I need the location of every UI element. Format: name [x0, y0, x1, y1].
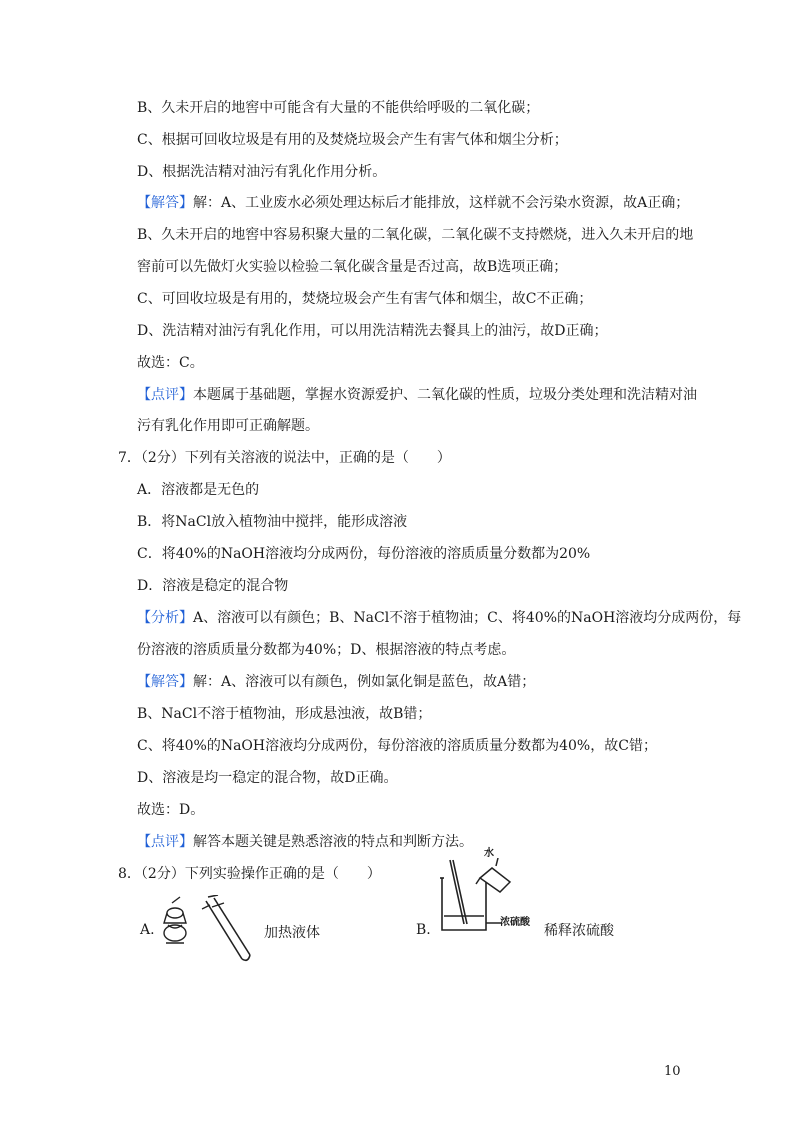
q7-answer-b: B、NaCl不溶于植物油，形成悬浊液，故B错； [137, 706, 432, 722]
q6-analysis-b: B、久未开启的地窖中可能含有大量的不能供给呼吸的二氧化碳； [137, 100, 540, 116]
q6-comment-tag: 【点评】 [137, 387, 193, 403]
q7-comment: 解答本题关键是熟悉溶液的特点和判断方法。 [193, 834, 473, 850]
q6-answer-c: C、可回收垃圾是有用的，焚烧垃圾会产生有害气体和烟尘，故C不正确； [137, 291, 593, 307]
figure-b-acid-label: 浓硫酸 [500, 917, 530, 928]
q8-option-a-caption: 加热液体 [264, 925, 320, 941]
q7-answer-tag: 【解答】 [137, 674, 193, 690]
q6-analysis-d: D、根据洗洁精对油污有乳化作用分析。 [137, 164, 387, 180]
q6-answer-d: D、洗洁精对油污有乳化作用，可以用洗洁精洗去餐具上的油污，故D正确； [137, 323, 608, 339]
q7-option-a: A．溶液都是无色的 [137, 482, 260, 498]
q7-stem: 7．（2分）下列有关溶液的说法中，正确的是（ ） [118, 450, 451, 466]
q7-analysis-2: 份溶液的溶质质量分数都为40%；D、根据溶液的特点考虑。 [137, 642, 516, 658]
q8-option-b-letter: B. [416, 922, 431, 938]
q7-option-c: C．将40%的NaOH溶液均分成两份，每份溶液的溶质质量分数都为20% [137, 546, 591, 562]
q7-analysis-1: A、溶液可以有颜色；B、NaCl不溶于植物油；C、将40%的NaOH溶液均分成两份，每 [193, 610, 742, 626]
q6-comment-line-1 [137, 385, 697, 405]
q7-option-b: B．将NaCl放入植物油中搅拌，能形成溶液 [137, 514, 408, 530]
q7-option-d: D．溶液是稳定的混合物 [137, 578, 289, 594]
q7-choice: 故选：D。 [137, 802, 205, 818]
q7-answer-c: C、将40%的NaOH溶液均分成两份，每份溶液的溶质质量分数都为40%，故C错； [137, 738, 657, 754]
figure-heating-liquid [150, 895, 260, 965]
q7-comment-tag: 【点评】 [137, 834, 193, 850]
q8-option-b-caption: 稀释浓硫酸 [544, 923, 614, 939]
q6-comment-1: 本题属于基础题，掌握水资源爱护、二氧化碳的性质，垃圾分类处理和洗洁精对油 [193, 387, 697, 403]
alcohol-lamp-icon [164, 897, 186, 943]
q7-comment-line [137, 832, 473, 852]
pouring-beaker-icon [476, 858, 510, 892]
q6-choice: 故选：C。 [137, 355, 204, 371]
q6-answer-b2: 窖前可以先做灯火实验以检验二氧化碳含量是否过高，故B选项正确； [137, 259, 568, 275]
q6-answer-b1: B、久未开启的地窖中容易积聚大量的二氧化碳，二氧化碳不支持燃烧，进入久未开启的地 [137, 227, 694, 243]
q7-answer-a: 解：A、溶液可以有颜色，例如氯化铜是蓝色，故A错； [193, 674, 536, 690]
q6-answer-a: 解：A、工业废水必须处理达标后才能排放，这样就不会污染水资源，故A正确； [193, 195, 690, 211]
q7-analysis-line-1 [137, 608, 741, 628]
q6-answer-line-a [137, 193, 689, 213]
glass-rod-icon [450, 860, 467, 924]
q6-analysis-c: C、根据可回收垃圾是有用的及焚烧垃圾会产生有害气体和烟尘分析； [137, 132, 568, 148]
q7-analysis-tag: 【分析】 [137, 610, 193, 626]
q7-answer-d: D、溶液是均一稳定的混合物，故D正确。 [137, 770, 398, 786]
figure-b-water-label: 水 [484, 848, 494, 859]
page-number: 10 [664, 1064, 681, 1079]
q8-option-a-letter: A. [140, 922, 155, 938]
q6-answer-tag: 【解答】 [137, 195, 193, 211]
test-tube-icon [206, 895, 250, 960]
q6-comment-2: 污有乳化作用即可正确解题。 [137, 418, 319, 434]
q7-answer-line-a [137, 672, 535, 692]
q8-stem: 8．（2分）下列实验操作正确的是（ ） [118, 866, 381, 882]
figure-b-pointer-line [486, 921, 502, 925]
